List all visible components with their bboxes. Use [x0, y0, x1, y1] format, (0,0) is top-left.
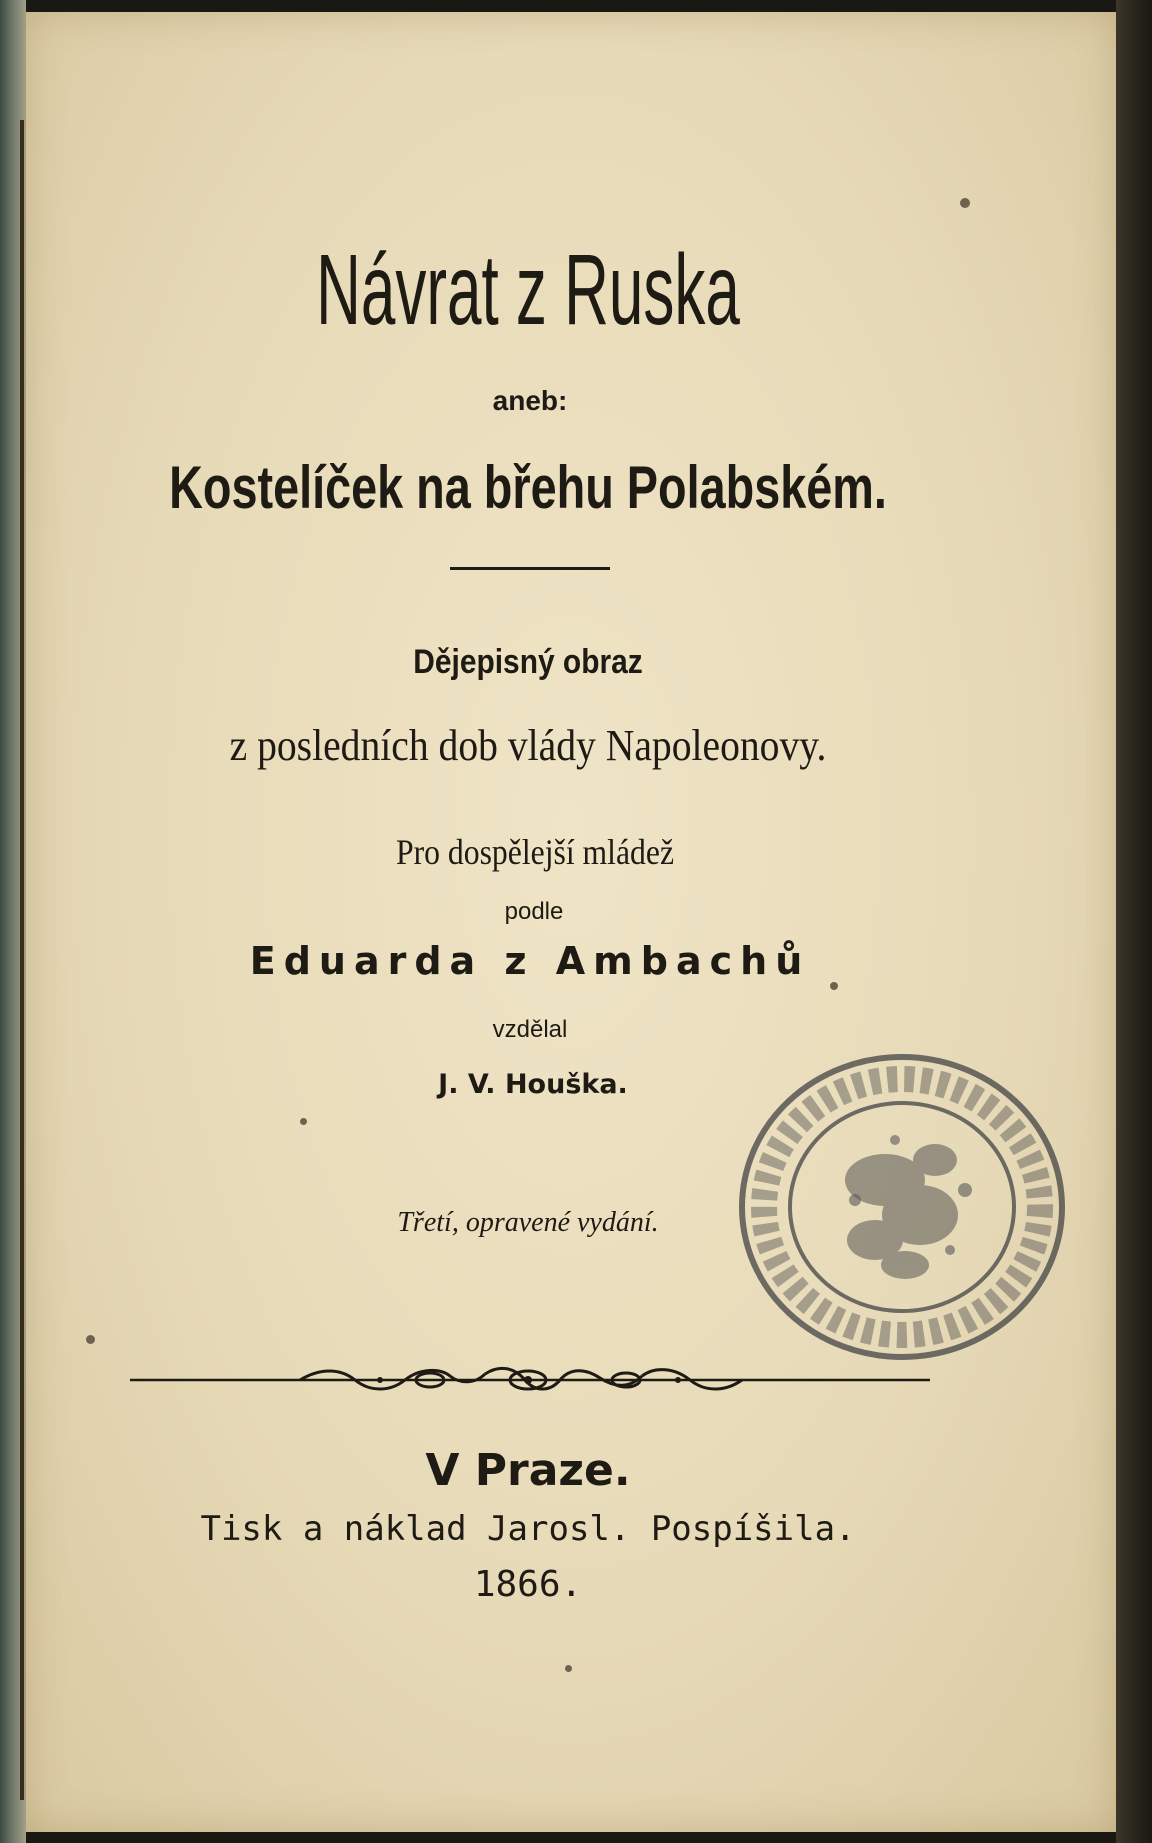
audience-line: Pro dospělejší mládež: [395, 832, 675, 872]
edition-line: Třetí, opravené vydání.: [397, 1207, 659, 1238]
page-edge-shadow: [1116, 0, 1152, 1843]
adapter-name: J. V. Houška.: [438, 1069, 628, 1100]
based-on-label: podle: [504, 898, 564, 925]
paper-speck: [565, 1665, 572, 1672]
publisher-line: Tisk a náklad Jarosl. Pospíšila.: [200, 1509, 856, 1549]
genre-line: Dějepisný obraz: [413, 643, 643, 681]
title-connector: aneb:: [492, 385, 568, 416]
publication-place: V Praze.: [425, 1445, 631, 1496]
paper-speck: [86, 1335, 95, 1344]
genre-detail-line: z posledních dob vlády Napoleonovy.: [229, 721, 827, 770]
paper-speck: [960, 198, 970, 208]
book-title: Návrat z Ruska: [316, 234, 740, 346]
paper-speck: [300, 1118, 307, 1125]
book-subtitle: Kostelíček na břehu Polabském.: [169, 454, 887, 521]
original-author: Eduarda z Ambachů: [249, 939, 811, 983]
adapted-by-label: vzdělal: [492, 1016, 568, 1043]
title-rule: [450, 567, 610, 570]
library-stamp: [735, 1040, 1070, 1375]
publication-year: 1866.: [473, 1564, 583, 1605]
